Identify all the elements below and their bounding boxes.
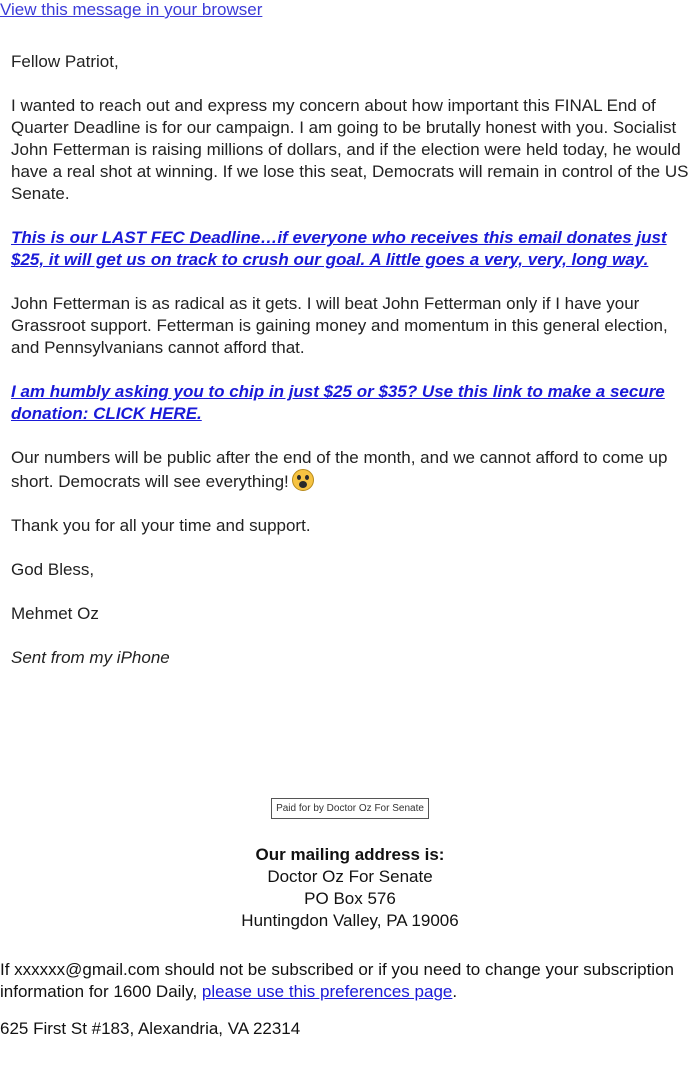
mailing-city: Huntingdon Valley, PA 19006 [241, 911, 459, 930]
screaming-face-icon [292, 469, 314, 491]
subscription-notice [0, 959, 690, 1003]
mailing-name: Doctor Oz For Senate [267, 867, 433, 886]
paid-for-disclaimer: Paid for by Doctor Oz For Senate [271, 798, 429, 819]
sent-from: Sent from my iPhone [11, 648, 170, 667]
subscription-text: If xxxxxx@gmail.com should not be subscribed or if you need to change your subscription information for 1600 Daily, [0, 960, 674, 1001]
mailing-po-box: PO Box 576 [304, 889, 396, 908]
paragraph-2: John Fetterman is as radical as it gets. I will beat John Fetterman only if I have your Grassroot support. Fetterman is gaining money and momentum in this general election, and Pennsylvanians cannot afford that. [11, 294, 668, 357]
donation-link-2[interactable]: I am humbly asking you to chip in just $25 or $35? Use this link to make a secure donation: CLICK HERE. [11, 382, 665, 423]
message-body [11, 51, 691, 691]
mailing-heading: Our mailing address is: [255, 845, 445, 864]
paragraph-3-text: Our numbers will be public after the end of the month, and we cannot afford to come up short. Democrats will see everything! [11, 448, 668, 491]
signature: Mehmet Oz [11, 604, 99, 623]
mailing-address-block [0, 844, 700, 932]
closing: God Bless, [11, 560, 95, 579]
preferences-link[interactable]: please use this preferences page [201, 982, 453, 1001]
paragraph-1: I wanted to reach out and express my concern about how important this FINAL End of Quarter Deadline is for our campaign. I am going to be brutally honest with you. Socialist John Fetterman is raising millions of dollars, and if the election were held today, he would have a real shot at winning. If we lose this seat, Democrats will remain in control of the US Senate. [11, 96, 689, 203]
subscription-end: . [452, 982, 458, 1001]
view-in-browser-link[interactable]: View this message in your browser [0, 0, 263, 19]
donation-link-1[interactable]: This is our LAST FEC Deadline…if everyone who receives this email donates just $25, it will get us on track to crush our goal. A little goes a very, very, long way. [11, 228, 667, 269]
thanks: Thank you for all your time and support. [11, 516, 311, 535]
paragraph-3 [11, 447, 691, 493]
greeting: Fellow Patriot, [11, 52, 119, 71]
footer-address: 625 First St #183, Alexandria, VA 22314 [0, 1019, 301, 1038]
